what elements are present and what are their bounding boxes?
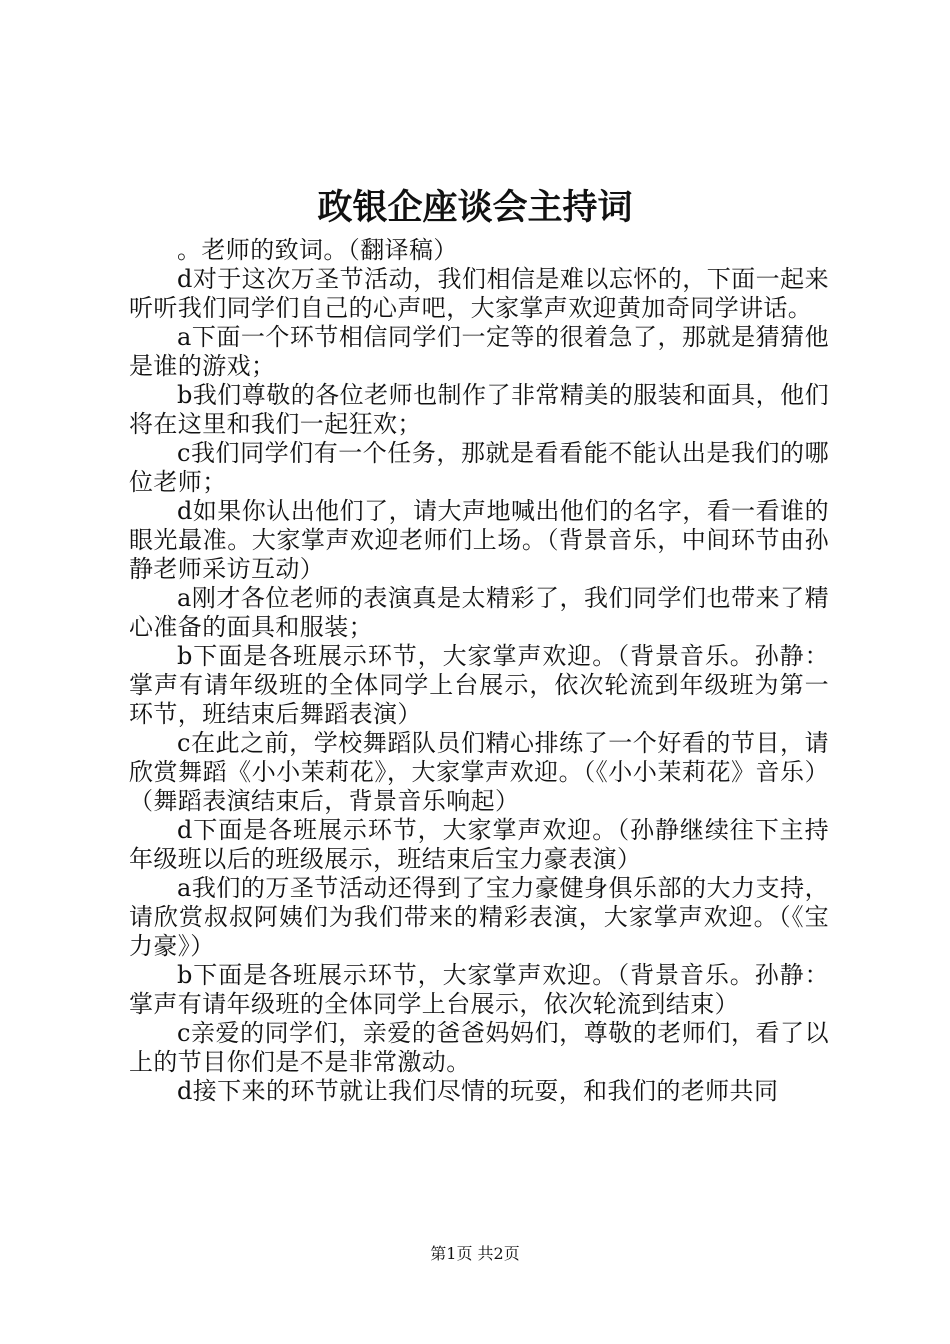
paragraph: a刚才各位老师的表演真是太精彩了，我们同学们也带来了精心准备的面具和服装； [129,584,829,641]
paragraph: 。老师的致词。（翻译稿） [177,236,458,264]
document-title: 政银企座谈会主持词 [317,187,633,228]
paragraph: c在此之前，学校舞蹈队员们精心排练了一个好看的节目，请欣赏舞蹈《小小茉莉花》，大家掌声欢迎。（《小小茉莉花》音乐）（舞蹈表演结束后，背景音乐响起） [129,729,829,815]
page-number-footer: 第1页 共2页 [430,1244,520,1263]
paragraph: d对于这次万圣节活动，我们相信是难以忘怀的，下面一起来听听我们同学们自己的心声吧，大家掌声欢迎黄加奇同学讲话。 [129,265,829,322]
paragraph: c亲爱的同学们，亲爱的爸爸妈妈们，尊敬的老师们，看了以上的节目你们是不是非常激动。 [129,1019,829,1076]
paragraph: d如果你认出他们了，请大声地喊出他们的名字，看一看谁的眼光最准。大家掌声欢迎老师们上场。（背景音乐，中间环节由孙静老师采访互动） [129,497,829,583]
paragraph: d下面是各班展示环节，大家掌声欢迎。（孙静继续往下主持年级班以后的班级展示，班结束后宝力豪表演） [129,816,829,873]
paragraph: b下面是各班展示环节，大家掌声欢迎。（背景音乐。孙静：掌声有请年级班的全体同学上台展示，依次轮流到结束） [129,961,829,1018]
paragraph: d接下来的环节就让我们尽情的玩耍，和我们的老师共同 [177,1077,779,1105]
paragraph: a下面一个环节相信同学们一定等的很着急了，那就是猜猜他是谁的游戏； [129,323,829,380]
paragraph: c我们同学们有一个任务，那就是看看能不能认出是我们的哪位老师； [129,439,829,496]
paragraph: a我们的万圣节活动还得到了宝力豪健身俱乐部的大力支持，请欣赏叔叔阿姨们为我们带来的精彩表演，大家掌声欢迎。（《宝力豪》） [129,874,829,960]
paragraph: b下面是各班展示环节，大家掌声欢迎。（背景音乐。孙静：掌声有请年级班的全体同学上台展示，依次轮流到年级班为第一环节，班结束后舞蹈表演） [129,642,829,728]
document-body [129,236,829,1106]
paragraph: b我们尊敬的各位老师也制作了非常精美的服装和面具，他们将在这里和我们一起狂欢； [129,381,829,438]
